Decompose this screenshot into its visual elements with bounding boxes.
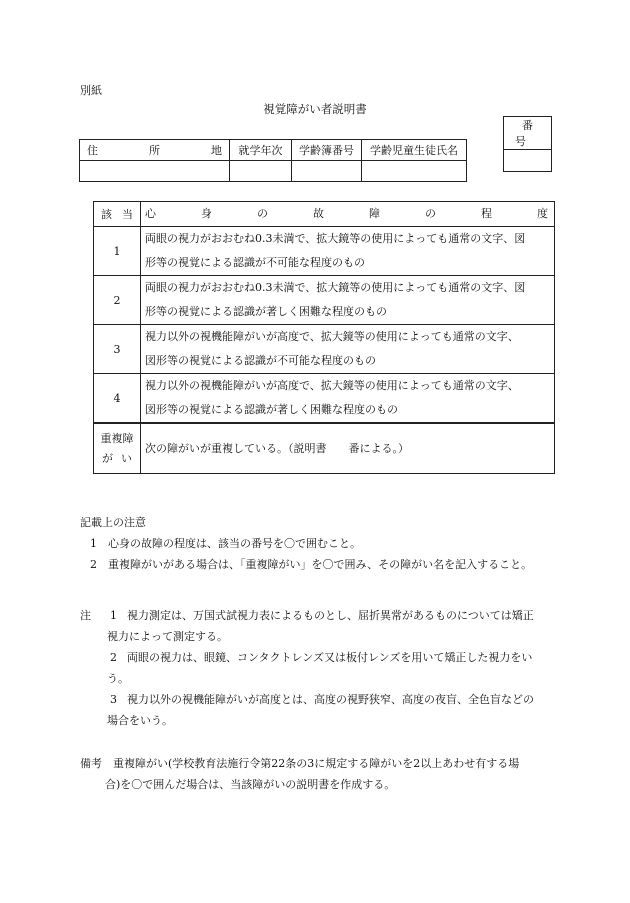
list-item: 2 両眼の視力は、眼鏡、コンタクトレンズ又は板付レンズを用いて矯正した視力をい: [110, 651, 533, 664]
table-row: [94, 325, 555, 374]
row-description: 両眼の視力がおおむね0.3未満で、拡大鏡等の使用によっても通常の文字、図 形等の視覚による認識が著しく困難な程度のもの: [141, 276, 555, 325]
list-item: 注 1 視力測定は、万国式試視力表によるものとし、屈折異常があるものについては矯正: [80, 605, 550, 626]
table-row: [94, 374, 555, 424]
row-number-cell[interactable]: 4: [94, 374, 141, 424]
number-box: [503, 116, 552, 172]
row-description: 視力以外の視機能障がいが高度で、拡大鏡等の使用によっても通常の文字、 図形等の視覚による認識が不可能な程度のもの: [141, 325, 555, 374]
annotations: [80, 605, 550, 731]
row-number-cell[interactable]: 1: [94, 227, 141, 276]
student-name-header: 学齢児童生徒氏名: [362, 140, 467, 161]
table-row: [94, 276, 555, 325]
table-row: [94, 423, 555, 474]
registry-number-field[interactable]: [292, 161, 362, 182]
table-row: [94, 227, 555, 276]
row-number-cell[interactable]: 2: [94, 276, 141, 325]
multiple-disability-text[interactable]: 次の障がいが重複している。（説明書 番による。）: [141, 423, 555, 474]
notes-heading: 記載上の注意: [80, 516, 146, 529]
row-number-cell[interactable]: 3: [94, 325, 141, 374]
row-description: 視力以外の視機能障がいが高度で、拡大鏡等の使用によっても通常の文字、 図形等の視覚による認識が著しく困難な程度のもの: [141, 374, 555, 424]
list-item: 3 視力以外の視機能障がいが高度とは、高度の視野狭窄、高度の夜盲、全色盲などの: [110, 693, 534, 706]
degree-header: 心 身 の 故 障 の 程 度: [141, 202, 555, 227]
attachment-label: 別紙: [80, 84, 102, 97]
applicable-header: 該 当: [94, 202, 141, 227]
student-name-field[interactable]: [362, 161, 467, 182]
list-item: 2 重複障がいがある場合は、「重複障がい」を〇で囲み、その障がい名を記入すること。: [90, 558, 533, 571]
filling-notes: [80, 512, 532, 575]
address-header: 住 所 地: [80, 140, 230, 161]
grade-year-field[interactable]: [230, 161, 292, 182]
list-item: 1 心身の故障の程度は、該当の番号を〇で囲むこと。: [90, 537, 361, 550]
row-description: 両眼の視力がおおむね0.3未満で、拡大鏡等の使用によっても通常の文字、図 形等の視覚による認識が不可能な程度のもの: [141, 227, 555, 276]
disability-degree-table: [93, 201, 555, 474]
annotation-continuation: う。: [107, 672, 129, 685]
number-value-cell[interactable]: [504, 150, 552, 172]
document-title: 視覚障がい者説明書: [263, 102, 367, 116]
annotation-continuation: 場合をいう。: [107, 714, 173, 727]
annotation-label: 注: [80, 609, 91, 622]
registry-number-header: 学齢簿番号: [292, 140, 362, 161]
annotation-continuation: 視力によって測定する。: [107, 630, 228, 643]
student-info-table: [79, 139, 467, 182]
grade-year-header: 就学年次: [230, 140, 292, 161]
remarks: 備考 重複障がい(学校教育法施行令第22条の3に規定する障がいを2以上あわせ有する場 合)を〇で囲んだ場合は、当該障がいの説明書を作成する。: [80, 757, 520, 791]
address-field[interactable]: [80, 161, 230, 182]
number-header: 番号: [504, 117, 552, 150]
multiple-disability-label[interactable]: 重複障 が い: [94, 423, 141, 474]
